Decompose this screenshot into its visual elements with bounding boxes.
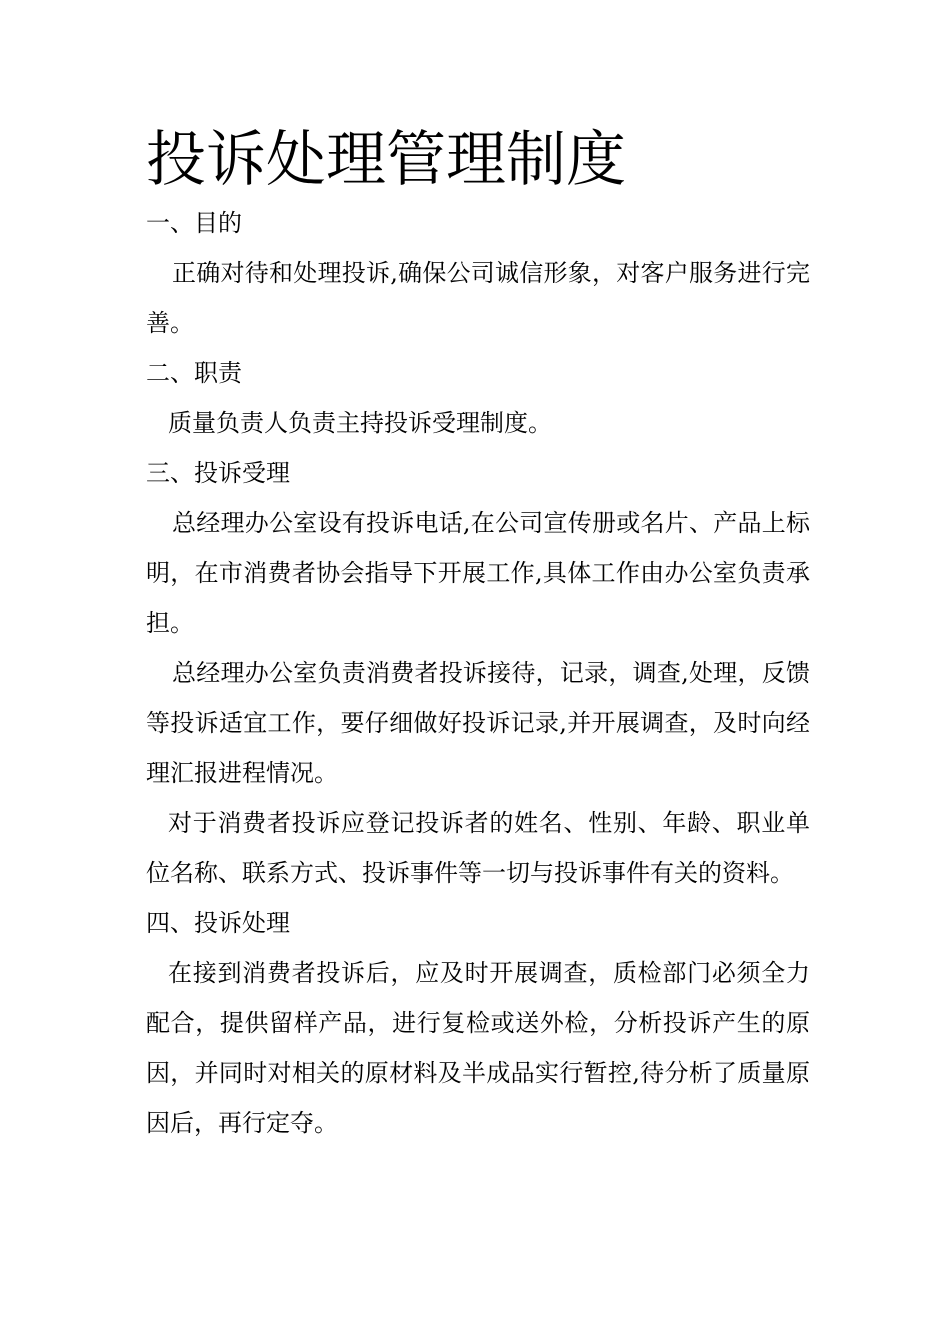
- section-paragraph: 总经理办公室设有投诉电话,在公司宣传册或名片、产品上标明，在市消费者协会指导下开展工作,具体工作由办公室负责承担。: [146, 509, 810, 637]
- section-paragraph: 在接到消费者投诉后，应及时开展调查，质检部门必须全力配合，提供留样产品，进行复检或送外检，分析投诉产生的原因，并同时对相关的原材料及半成品实行暂控,待分析了质量原因后，再行定夺。: [146, 959, 810, 1137]
- section-complaint-acceptance: [146, 448, 810, 898]
- section-heading-complaint-handling: 四、投诉处理: [146, 909, 290, 937]
- section-purpose: [146, 198, 810, 348]
- document-body: [146, 122, 810, 1148]
- section-heading-responsibility: 二、职责: [146, 359, 242, 387]
- section-heading-complaint-acceptance: 三、投诉受理: [146, 459, 290, 487]
- section-complaint-handling: [146, 898, 810, 1148]
- section-responsibility: [146, 348, 810, 448]
- section-paragraph: 正确对待和处理投诉,确保公司诚信形象，对客户服务进行完善。: [146, 259, 810, 337]
- section-paragraph: 对于消费者投诉应登记投诉者的姓名、性别、年龄、职业单位名称、联系方式、投诉事件等一切与投诉事件有关的资料。: [146, 809, 810, 887]
- section-paragraph: 总经理办公室负责消费者投诉接待，记录，调查,处理，反馈等投诉适宜工作，要仔细做好投诉记录,并开展调查，及时向经理汇报进程情况。: [146, 659, 810, 787]
- section-paragraph: 质量负责人负责主持投诉受理制度。: [168, 409, 552, 437]
- document-title: 投诉处理管理制度: [146, 125, 626, 195]
- section-heading-purpose: 一、目的: [146, 209, 242, 237]
